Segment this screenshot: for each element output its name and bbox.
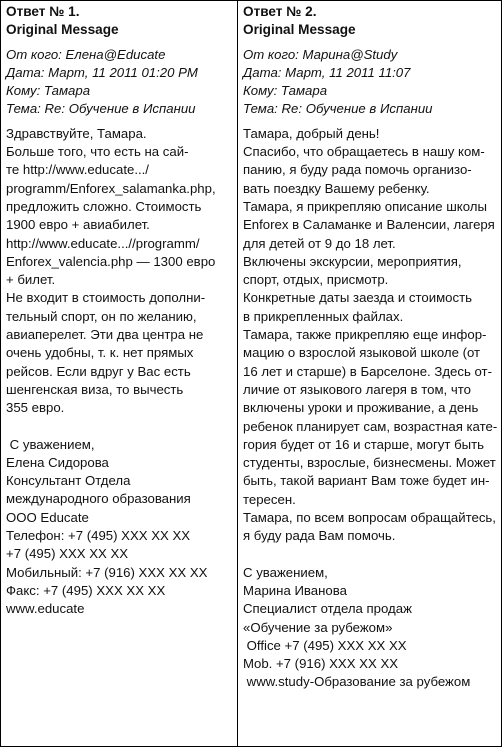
body-line: Тамара, я прикрепляю описание школы xyxy=(243,198,487,214)
body-line: личие от языкового лагеря в том, что xyxy=(243,381,471,397)
body-line: Тамара, добрый день! xyxy=(243,125,380,141)
body-line: 16 лет и старше) в Барселоне. Здесь от- xyxy=(243,363,492,379)
signature-line: ООО Educate xyxy=(6,509,89,525)
body-line: включены уроки и проживание, а день xyxy=(243,400,479,416)
body-line: Тамара, по всем вопросам обращайтесь, xyxy=(243,510,496,526)
body-line: гория будет от 16 и старше, могут быть xyxy=(243,436,485,452)
reply-1-from: От кого: Елена@Educate xyxy=(6,46,166,62)
body-line: для детей от 9 до 18 лет. xyxy=(243,235,396,251)
reply-2-subtitle: Original Message xyxy=(243,22,356,38)
body-line: предложить сложно. Стоимость xyxy=(6,198,202,214)
body-line: ребенок планирует сам, возрастная кате- xyxy=(243,418,498,434)
reply-1-to: Кому: Тамара xyxy=(6,83,91,99)
body-line: панию, я буду рада помочь организо- xyxy=(243,162,472,178)
body-line: тересен. xyxy=(243,491,296,507)
body-line: быть, такой вариант Вам тоже будет ин- xyxy=(243,473,490,489)
body-line: http://www.educate...//programm/ xyxy=(6,235,200,251)
signature-line: С уважением, xyxy=(243,564,328,580)
signature-line: Консультант Отдела xyxy=(6,473,131,489)
signature-line: Мобильный: +7 (916) XXX XX XX xyxy=(6,564,208,580)
body-line: студенты, взрослые, бизнесмены. Может xyxy=(243,455,496,471)
body-line: Спасибо, что обращаетесь в нашу ком- xyxy=(243,144,485,160)
reply-1-body xyxy=(6,125,233,418)
body-line: тельный спорт, он по желанию, xyxy=(6,308,197,324)
signature-line: Mob. +7 (916) XXX XX XX xyxy=(243,656,399,672)
body-line: 1900 евро + авиабилет. xyxy=(6,217,150,233)
reply-2-title: Ответ № 2. xyxy=(243,4,317,19)
signature-line: международного образования xyxy=(6,491,191,507)
body-line: Включены экскурсии, мероприятия, xyxy=(243,253,462,269)
reply-2-signature xyxy=(243,564,498,692)
body-line: спорт, отдых, присмотр. xyxy=(243,272,389,288)
signature-line: Факс: +7 (495) XXX XX XX xyxy=(6,582,166,598)
body-line: шенгенская виза, то вычесть xyxy=(6,381,184,397)
body-line: + билет. xyxy=(6,272,56,288)
reply-2-to: Кому: Тамара xyxy=(243,83,328,99)
body-line: рейсов. Если вдруг у Вас есть xyxy=(6,363,191,379)
body-line: я буду рада Вам помочь. xyxy=(243,528,396,544)
signature-line: Елена Сидорова xyxy=(6,454,109,470)
reply-1-signature xyxy=(6,436,233,619)
reply-1-subtitle: Original Message xyxy=(6,22,119,38)
reply-2-subject: Тема: Re: Обучение в Испании xyxy=(243,101,433,117)
body-line: очень удобны, т. к. нет прямых xyxy=(6,345,194,361)
body-line: Конкретные даты заезда и стоимость xyxy=(243,290,473,306)
body-line: авиаперелет. Эти два центра не xyxy=(6,327,204,343)
reply-1-subject: Тема: Re: Обучение в Испании xyxy=(6,101,196,117)
reply-2-column xyxy=(237,1,502,746)
body-line: programm/Enforex_salamanka.php, xyxy=(6,180,216,196)
body-line: мацию о взрослой языковой школе (от xyxy=(243,345,481,361)
signature-line: Телефон: +7 (495) XXX XX XX xyxy=(6,528,191,544)
body-line: Enforex_valencia.php — 1300 евро xyxy=(6,253,216,269)
body-line: 355 евро. xyxy=(6,400,65,416)
signature-line: www.study-Образование за рубежом xyxy=(243,674,471,690)
reply-2-date: Дата: Март, 11 2011 11:07 xyxy=(243,64,411,80)
signature-line: «Обучение за рубежом» xyxy=(243,619,393,635)
body-line: вать поездку Вашему ребенку. xyxy=(243,180,430,196)
signature-line: +7 (495) XXX XX XX xyxy=(6,546,129,562)
signature-line: Специалист отдела продаж xyxy=(243,601,412,617)
reply-2-body xyxy=(243,125,498,546)
reply-1-title: Ответ № 1. xyxy=(6,4,80,19)
body-line: в прикрепленных файлах. xyxy=(243,308,404,324)
signature-line: Office +7 (495) XXX XX XX xyxy=(243,637,407,653)
body-line: те http://www.educate.../ xyxy=(6,162,149,178)
signature-line: www.educate xyxy=(6,601,85,617)
signature-line: Марина Иванова xyxy=(243,582,347,598)
body-line: Не входит в стоимость дополни- xyxy=(6,290,206,306)
body-line: Enforex в Саламанке и Валенсии, лагеря xyxy=(243,217,495,233)
body-line: Больше того, что есть на сай- xyxy=(6,144,189,160)
signature-line: С уважением, xyxy=(6,436,95,452)
body-line: Тамара, также прикрепляю еще инфор- xyxy=(243,327,487,343)
body-line: Здравствуйте, Тамара. xyxy=(6,125,147,141)
reply-1-date: Дата: Март, 11 2011 01:20 PM xyxy=(6,64,198,80)
reply-2-from: От кого: Марина@Study xyxy=(243,46,398,62)
reply-1-column xyxy=(1,1,237,746)
